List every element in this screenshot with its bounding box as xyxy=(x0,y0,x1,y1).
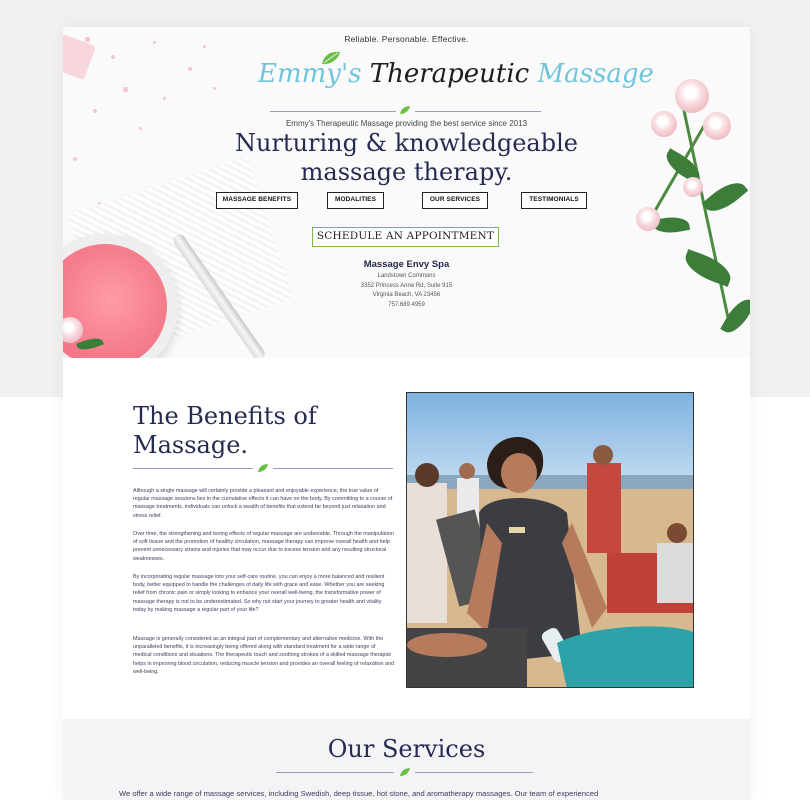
spa-address-line: Virginia Beach, VA 23456 xyxy=(372,292,441,298)
site-logo[interactable] xyxy=(258,49,654,105)
benefits-leaf-icon xyxy=(257,463,269,473)
hero-headline xyxy=(63,129,750,187)
divider-line-left xyxy=(270,111,396,112)
beach-massage-image xyxy=(407,393,694,688)
spa-name: Massage Envy Spa xyxy=(363,259,450,270)
tagline: Reliable. Personable. Effective. xyxy=(344,34,469,44)
benefits-paragraph: Over time, the strengthening and toning effects of regular massage are undeniable. Through the manipulation of soft tissue and the promotion of healthy circulation, massage therapy can improve overall health and help prevent unnecessary strains and injuries that may occur due to excess tension and any resulting structural weaknesses. xyxy=(133,531,394,562)
spa-address-line: 3352 Princess Anne Rd, Suite 915 xyxy=(360,282,453,289)
services-divider-right xyxy=(415,772,533,773)
headline-line-1: Nurturing & knowledgeable xyxy=(235,129,578,157)
nav-massage-benefits-button[interactable]: MASSAGE BENEFITS xyxy=(216,192,298,209)
nav-modalities-button[interactable]: MODALITIES xyxy=(327,192,384,209)
spa-info xyxy=(63,259,750,310)
nav-our-services-button[interactable]: OUR SERVICES xyxy=(422,192,488,209)
benefits-divider-right xyxy=(273,468,393,469)
website-page xyxy=(63,27,750,800)
services-title: Our Services xyxy=(327,735,486,763)
benefits-paragraph: Although a single massage will certainly provide a pleasant and enjoyable experience, the true value of regular massage sessions lies in the cumulative effects it can have on the body. By committing to a course of massage treatments, individuals can unlock a wealth of benefits that extend far beyond just relaxation and stress relief. xyxy=(133,488,393,519)
services-section xyxy=(63,719,750,800)
hero-section xyxy=(63,27,750,358)
services-divider-left xyxy=(276,772,394,773)
spa-phone[interactable]: 757.689.4959 xyxy=(388,301,425,308)
nav-testimonials-button[interactable]: TESTIMONIALS xyxy=(521,192,587,209)
divider-leaf-icon xyxy=(399,105,411,115)
services-intro-text: We offer a wide range of massage services, including Swedish, deep tissue, hot stone, and aromatherapy massages. Our team of experienced xyxy=(119,789,599,798)
hero-nav xyxy=(63,192,750,210)
spa-address-line: Landstown Commons xyxy=(377,273,436,279)
benefits-title-line-1: The Benefits of xyxy=(133,402,317,430)
services-leaf-icon xyxy=(399,767,411,777)
logo-word-emmys: Emmy's xyxy=(258,59,362,89)
divider-line-right xyxy=(415,111,541,112)
since-text: Emmy's Therapeutic Massage providing the best service since 2013 xyxy=(285,119,528,128)
schedule-appointment-button[interactable]: SCHEDULE AN APPOINTMENT xyxy=(312,227,499,247)
benefits-paragraph: By incorporating regular massage into your self-care routine, you can enjoy a more balanced and resilient body, better equipped to handle the challenges of daily life with grace and ease. Whether you are seeking relief from chronic pain or simply looking to enhance your overall well-being, the transformative power of massage therapy is not to be underestimated. So why not start your journey to greater health and vitality today by making massage a regular part of your life? xyxy=(133,574,385,613)
benefits-title xyxy=(133,402,317,460)
benefits-paragraph: Massage is generally considered as an integral part of complementary and alternative medicine. With the unparalleled benefits, it is increasingly being offered along with standard treatment for a wide range of medical conditions and situations. The therapeutic touch and soothing strokes of a skilled massage therapist helps in improving blood circulation, reducing muscle tension and provides an overall feeling of relaxation and well-being. xyxy=(133,636,395,675)
benefits-title-line-2: Massage. xyxy=(133,431,249,459)
benefits-divider-left xyxy=(133,468,253,469)
logo-word-massage: Massage xyxy=(537,59,654,89)
massage-photo xyxy=(406,392,694,688)
headline-line-2: massage therapy. xyxy=(300,158,513,186)
logo-word-therapeutic: Therapeutic xyxy=(369,59,530,89)
